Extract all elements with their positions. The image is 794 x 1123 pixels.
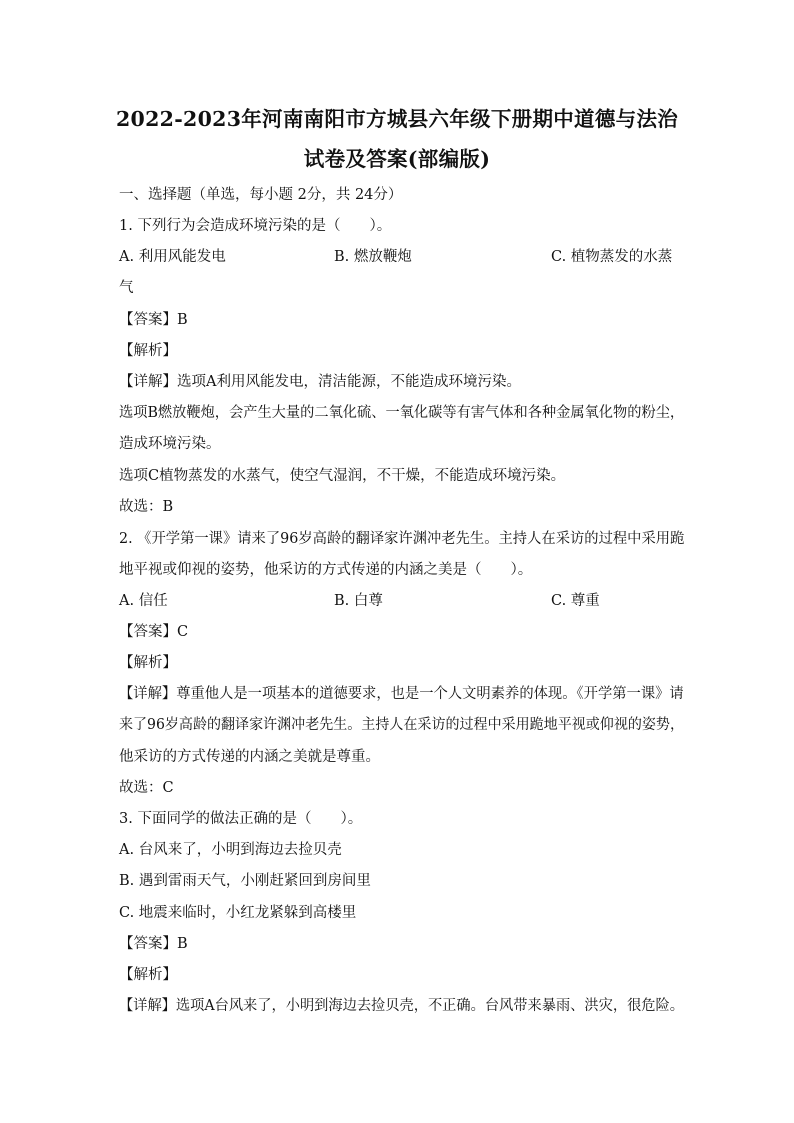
q1-option-wrap: 气 bbox=[119, 280, 134, 296]
q1-detail-line: 故选：B bbox=[119, 499, 174, 515]
q2-option-c: C. 尊重 bbox=[551, 593, 600, 609]
q2-option-b: B. 白尊 bbox=[334, 593, 383, 609]
doc-title-line2: 试卷及答案(部编版) bbox=[303, 147, 491, 171]
q3-detail-line: 【详解】选项A台风来了，小明到海边去捡贝壳，不正确。台风带来暴雨、洪灾，很危险。 bbox=[119, 998, 684, 1014]
section-heading: 一、选择题（单选，每小题 2分，共 24分） bbox=[119, 187, 403, 203]
q1-option-a: A. 利用风能发电 bbox=[119, 249, 226, 265]
q1-stem: 1. 下列行为会造成环境污染的是（ ）。 bbox=[119, 218, 392, 234]
q1-option-b: B. 燃放鞭炮 bbox=[334, 249, 412, 265]
q2-option-a: A. 信任 bbox=[119, 593, 168, 609]
q1-detail-line: 造成环境污染。 bbox=[119, 436, 221, 452]
q1-option-c: C. 植物蒸发的水蒸 bbox=[551, 249, 673, 265]
q2-stem-line: 2. 《开学第一课》请来了96岁高龄的翻译家许渊冲老先生。主持人在采访的过程中采用跪 bbox=[119, 531, 685, 547]
q2-detail-line: 来了96岁高龄的翻译家许渊冲老先生。主持人在采访的过程中采用跪地平视或仰视的姿势， bbox=[119, 717, 684, 733]
q3-option-b: B. 遇到雷雨天气，小刚赶紧回到房间里 bbox=[119, 873, 371, 889]
q1-detail-line: 【详解】选项A利用风能发电，清洁能源，不能造成环境污染。 bbox=[119, 374, 521, 390]
q1-analysis-heading: 【解析】 bbox=[119, 343, 177, 359]
q3-analysis-heading: 【解析】 bbox=[119, 967, 177, 983]
q3-stem: 3. 下面同学的做法正确的是（ ）。 bbox=[119, 811, 363, 827]
q1-detail-line: 选项C植物蒸发的水蒸气，使空气湿润，不干燥，不能造成环境污染。 bbox=[119, 468, 566, 484]
q2-stem-line: 地平视或仰视的姿势，他采访的方式传递的内涵之美是（ ）。 bbox=[119, 562, 533, 578]
q2-detail-line: 故选：C bbox=[119, 780, 174, 796]
q2-answer: 【答案】C bbox=[119, 624, 189, 640]
q3-option-a: A. 台风来了，小明到海边去捡贝壳 bbox=[119, 842, 342, 858]
q2-detail-line: 【详解】尊重他人是一项基本的道德要求，也是一个人文明素养的体现。《开学第一课》请 bbox=[119, 686, 684, 702]
q2-detail-line: 他采访的方式传递的内涵之美就是尊重。 bbox=[119, 749, 380, 765]
q3-option-c: C. 地震来临时，小红龙紧躲到高楼里 bbox=[119, 905, 357, 921]
q3-answer: 【答案】B bbox=[119, 936, 188, 952]
q2-analysis-heading: 【解析】 bbox=[119, 655, 177, 671]
doc-title-line1: 2022-2023年河南南阳市方城县六年级下册期中道德与法治 bbox=[115, 107, 679, 131]
q1-detail-line: 选项B燃放鞭炮，会产生大量的二氧化硫、一氧化碳等有害气体和各种金属氧化物的粉尘， bbox=[119, 405, 685, 421]
q1-answer: 【答案】B bbox=[119, 312, 188, 328]
